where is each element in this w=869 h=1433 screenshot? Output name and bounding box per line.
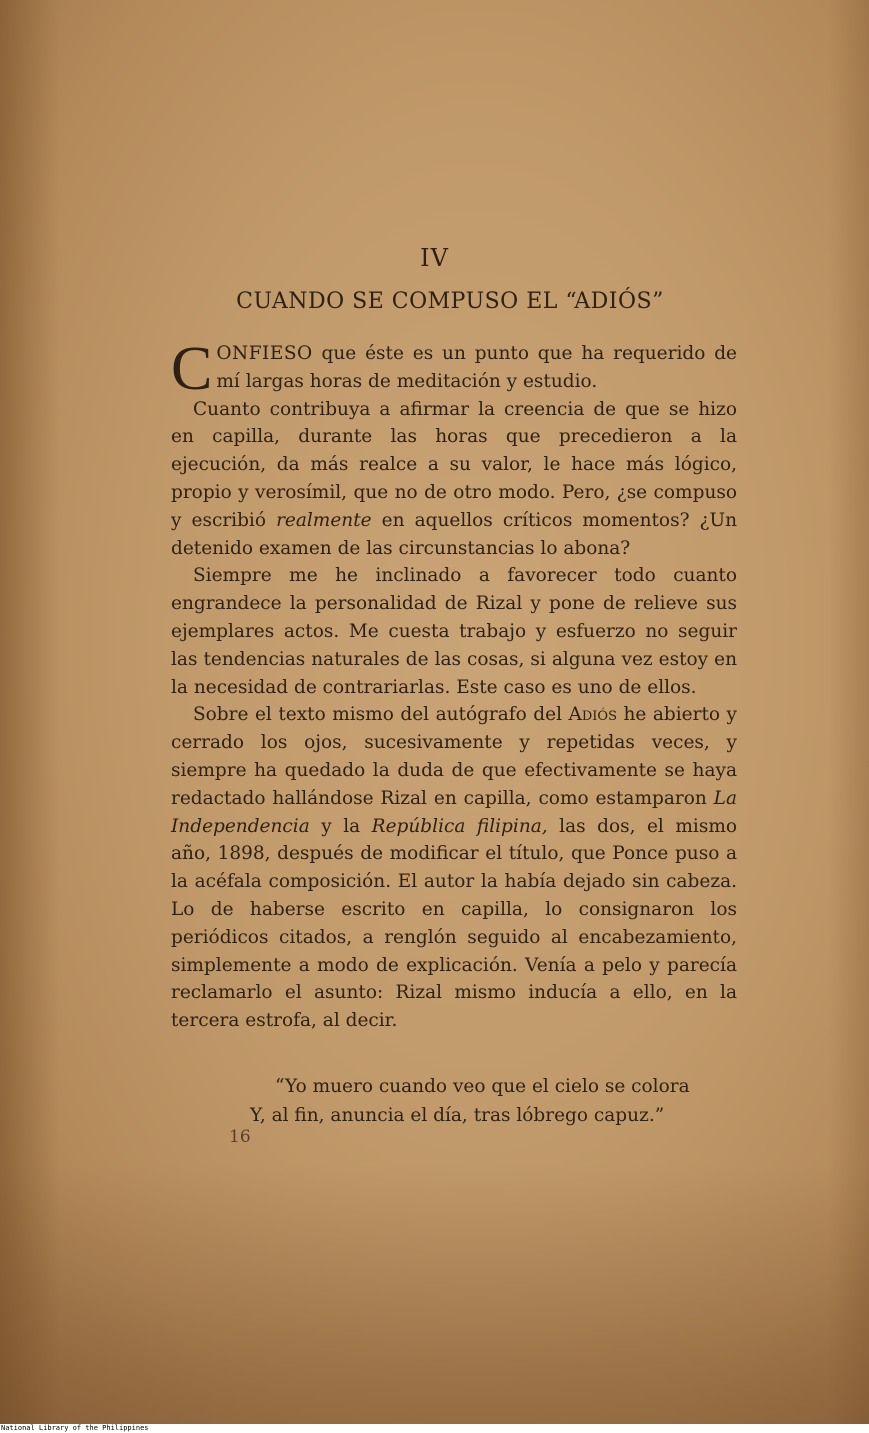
footer-credit: National Library of the Philippines (0, 1424, 869, 1433)
opening-word: ONFIESO (216, 343, 313, 364)
paragraph-3 (171, 562, 737, 701)
adios-smallcaps: Adiós (568, 704, 617, 726)
chapter-number: IV (420, 244, 449, 272)
drop-cap: C (171, 335, 213, 403)
verse-quote (250, 1072, 720, 1130)
paragraph-2-text-b: en aquellos críticos momentos? ¿Un detenido examen de las circunstancias lo abona? (171, 509, 737, 559)
paragraph-4 (171, 701, 737, 1035)
paragraph-4-text-c: y la (309, 815, 372, 837)
page-edge-shadow-bottom (0, 1164, 869, 1424)
paragraph-4-text-d: las dos, el mismo año, 1898, después de modificar el título, que Ponce puso a la acéfala composición. El autor la había dejado sin cabeza. Lo de haberse escrito en capilla, lo consignaron los periódicos citados, a renglón seguido al encabezamiento, simplemente a modo de explicación. Venía a pelo y parecía reclamarlo el asunto: Rizal mismo inducía a ello, en la tercera estrofa, al decir. (171, 815, 737, 1032)
paragraph-1-text: que éste es un punto que ha requerido de mí largas horas de meditación y estudio. (216, 343, 737, 392)
paragraph-3-text: Siempre me he inclinado a favorecer todo cuanto engrandece la personalidad de Rizal y pone de relieve sus ejemplares actos. Me cuesta trabajo y esfuerzo no seguir las tendencias naturales de las cosas, si alguna vez estoy en la necesidad de contrariarlas. Este caso es uno de ellos. (171, 565, 737, 698)
body-text (171, 335, 737, 1035)
page-number: 16 (229, 1127, 251, 1147)
paragraph-2-text-a: Cuanto contribuya a afirmar la creencia de que se hizo en capilla, durante las horas que precedieron a la ejecución, da más realce a su valor, le hace más lógico, propio y verosímil, que no de otro modo. Pero, ¿se compuso y escribió (171, 398, 737, 531)
paragraph-4-text-b: he abierto y cerrado los ojos, sucesivamente y repetidas veces, y siempre ha quedado la duda de que efectivamente se haya redactado hallándose Rizal en capilla, como estamparon (171, 704, 737, 809)
verse-line-1: “Yo muero cuando veo que el cielo se colora (275, 1076, 690, 1097)
paragraph-2-italic: realmente (276, 509, 372, 531)
verse-line-2: Y, al fin, anuncia el día, tras lóbrego capuz.” (250, 1105, 665, 1126)
paragraph-2 (171, 396, 737, 563)
chapter-title: CUANDO SE COMPUSO EL “ADIÓS” (236, 289, 664, 314)
newspaper-title-2: República filipina, (371, 815, 548, 837)
paragraph-1 (171, 335, 737, 403)
paragraph-4-text-a: Sobre el texto mismo del autógrafo del (193, 704, 569, 726)
newspaper-title-1: La Independencia (171, 787, 737, 837)
